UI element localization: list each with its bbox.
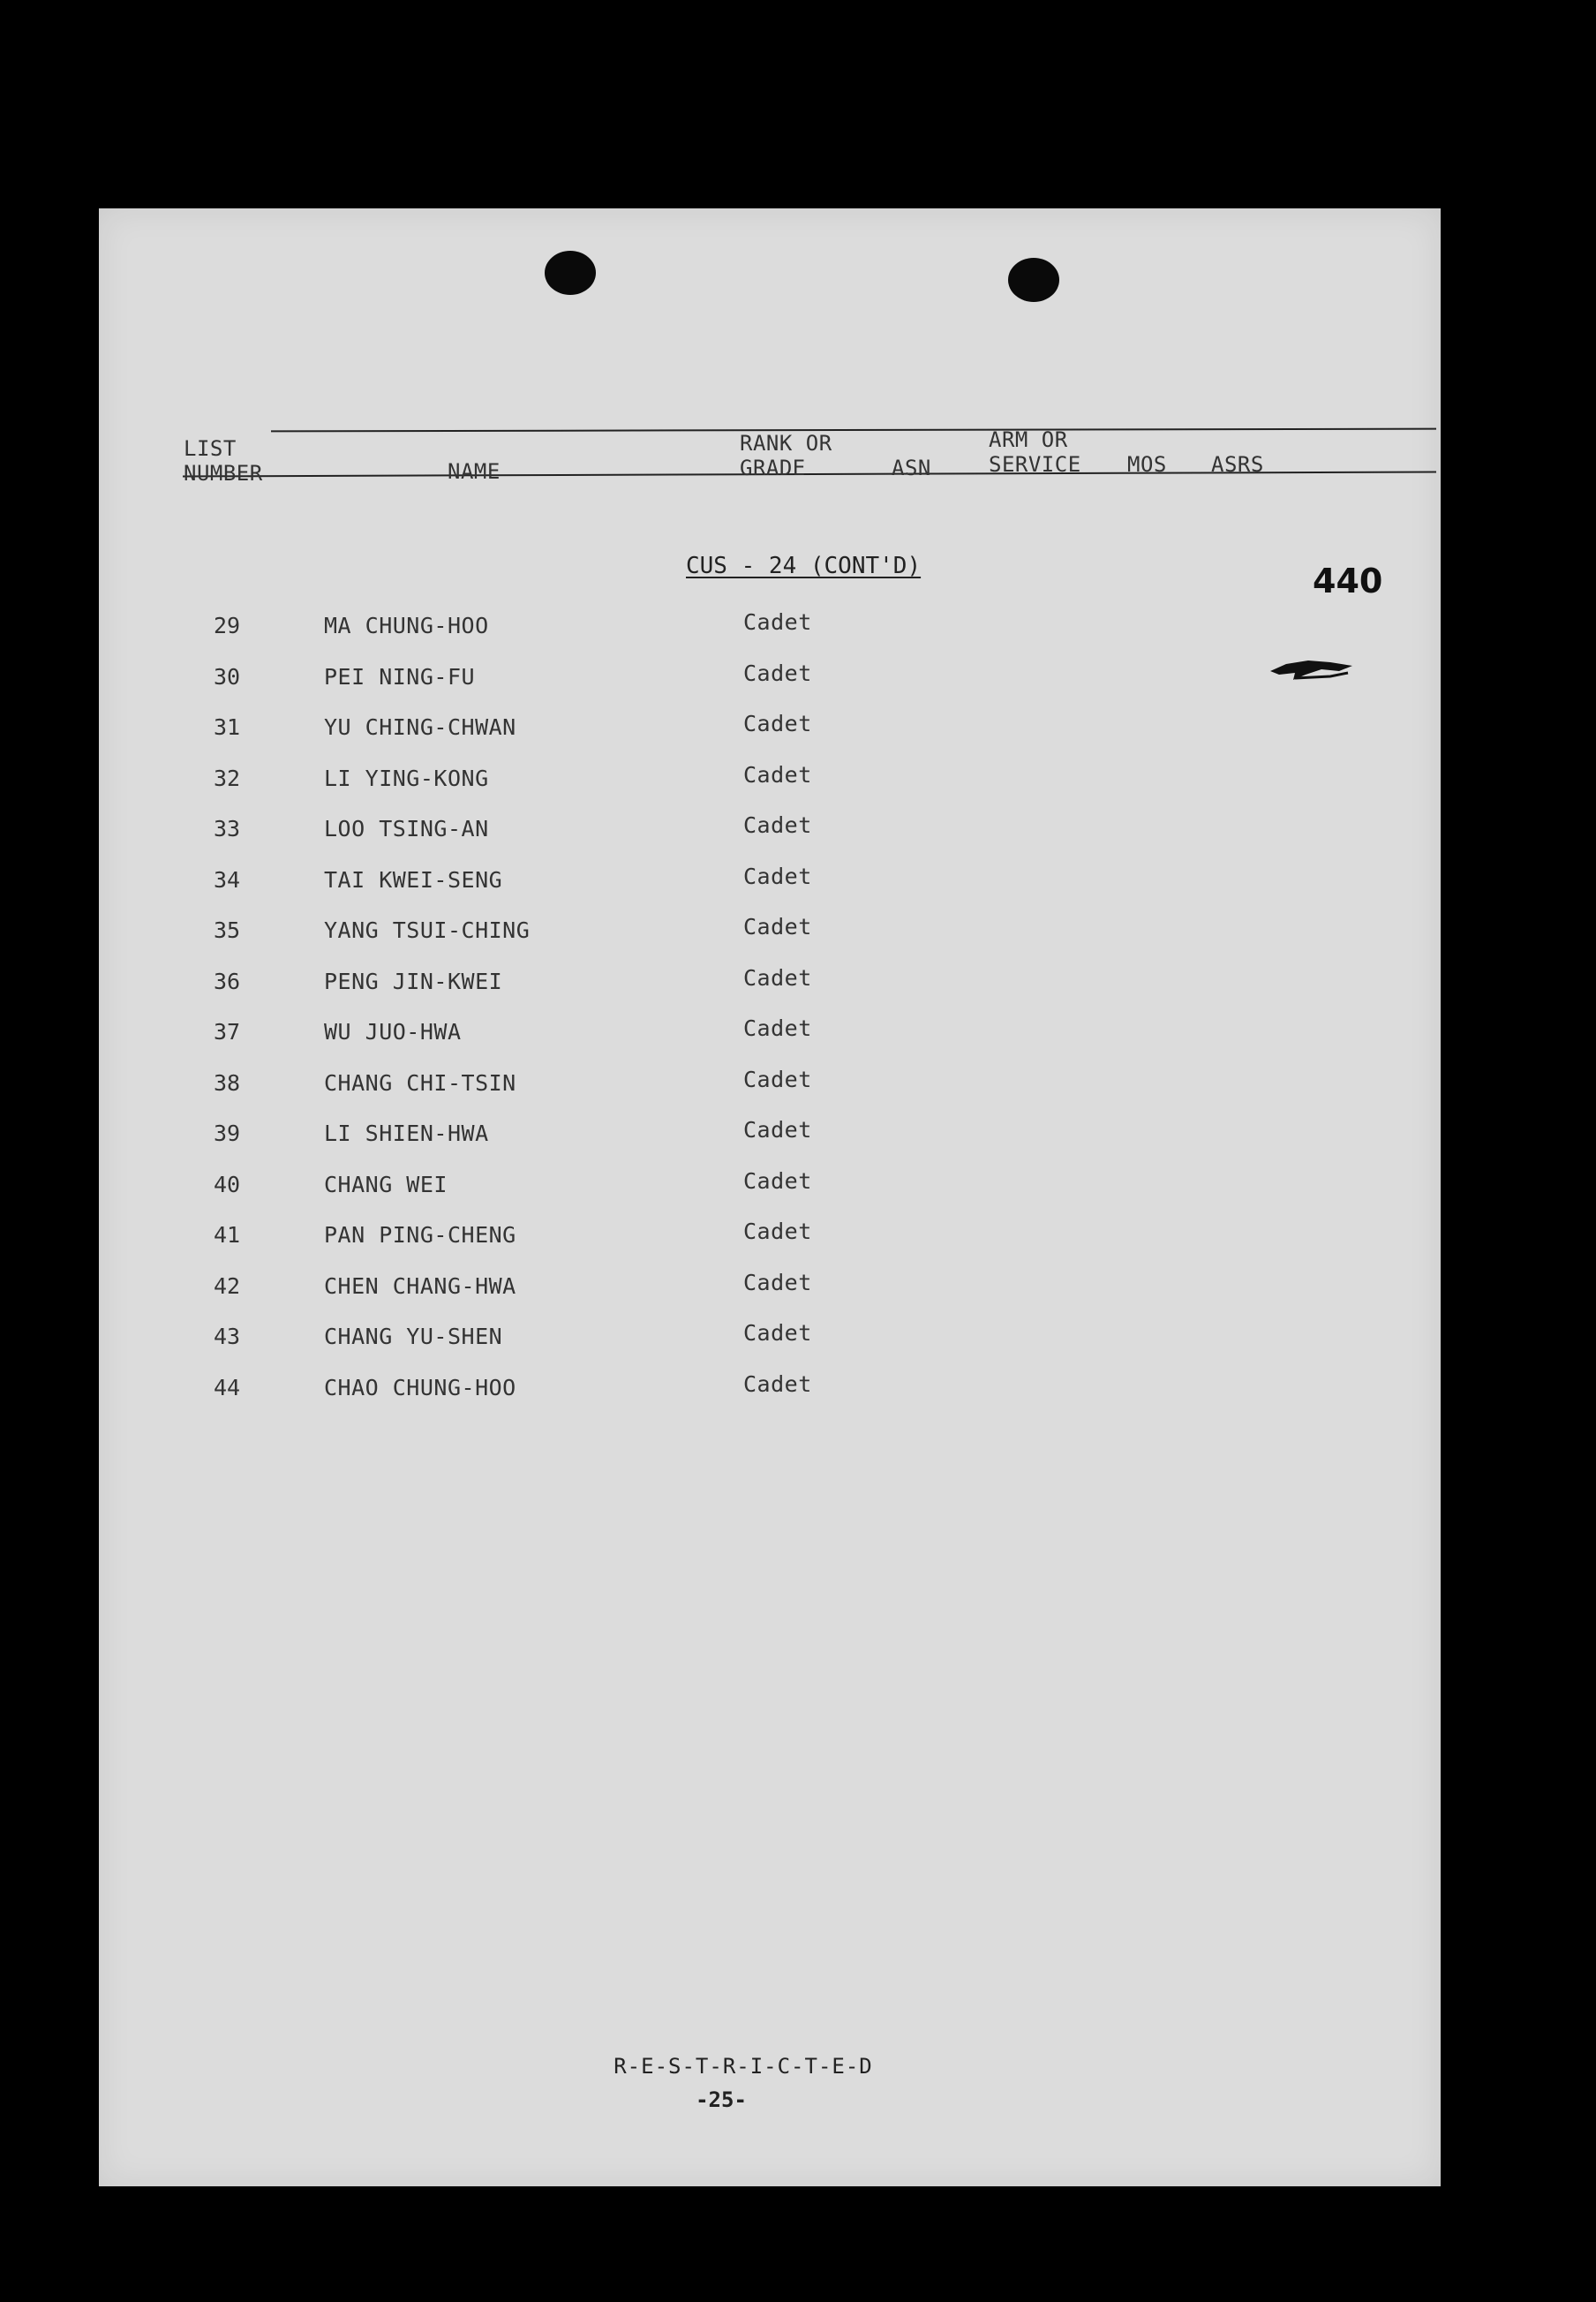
list-number: 35: [214, 917, 241, 943]
list-number: 39: [214, 1121, 241, 1146]
person-name: PENG JIN-KWEI: [324, 969, 503, 994]
person-name: YANG TSUI-CHING: [324, 917, 531, 943]
stamp-number: 440: [1313, 562, 1383, 600]
table-row: [99, 864, 1441, 902]
list-number: 30: [214, 664, 241, 690]
col-header-rank-line2: GRADE: [740, 456, 806, 480]
table-row: [99, 965, 1441, 1004]
table-row: [99, 1168, 1441, 1207]
col-header-arm: [989, 427, 1081, 477]
person-name: PEI NING-FU: [324, 664, 476, 690]
rank-grade: Cadet: [743, 660, 812, 686]
list-number: 37: [214, 1019, 241, 1045]
table-row: [99, 1219, 1441, 1257]
list-number: 31: [214, 714, 241, 740]
col-header-list-line2: NUMBER: [184, 461, 263, 486]
list-number: 33: [214, 816, 241, 842]
rank-grade: Cadet: [743, 1117, 812, 1143]
person-name: LOO TSING-AN: [324, 816, 489, 842]
col-header-rank-line1: RANK OR: [740, 431, 832, 456]
table-row: [99, 812, 1441, 851]
list-number: 43: [214, 1324, 241, 1349]
list-number: 41: [214, 1222, 241, 1248]
person-name: LI YING-KONG: [324, 766, 489, 791]
list-number: 34: [214, 867, 241, 893]
header-rule-top: [271, 428, 1436, 433]
col-header-mos: MOS: [1127, 452, 1167, 477]
person-name: LI SHIEN-HWA: [324, 1121, 489, 1146]
rank-grade: Cadet: [743, 1015, 812, 1041]
rank-grade: Cadet: [743, 812, 812, 838]
list-number: 29: [214, 613, 241, 638]
rank-grade: Cadet: [743, 1270, 812, 1295]
person-name: CHANG YU-SHEN: [324, 1324, 503, 1349]
table-row: [99, 762, 1441, 801]
table-row: [99, 1371, 1441, 1410]
rank-grade: Cadet: [743, 864, 812, 889]
rank-grade: Cadet: [743, 1219, 812, 1244]
rank-grade: Cadet: [743, 1371, 812, 1397]
table-row: [99, 660, 1441, 699]
rank-grade: Cadet: [743, 914, 812, 940]
col-header-arm-line2: SERVICE: [989, 452, 1081, 477]
document-page: [99, 208, 1441, 2186]
list-number: 32: [214, 766, 241, 791]
person-name: CHANG CHI-TSIN: [324, 1070, 516, 1096]
table-row: [99, 1270, 1441, 1309]
list-number: 42: [214, 1273, 241, 1299]
person-name: CHANG WEI: [324, 1172, 448, 1197]
rank-grade: Cadet: [743, 762, 812, 788]
classification-marking: R-E-S-T-R-I-C-T-E-D: [614, 2054, 873, 2079]
table-row: [99, 609, 1441, 648]
col-header-asn: ASN: [892, 456, 931, 480]
rank-grade: Cadet: [743, 1168, 812, 1194]
person-name: CHEN CHANG-HWA: [324, 1273, 516, 1299]
list-number: 36: [214, 969, 241, 994]
table-row: [99, 914, 1441, 953]
page-number: -25-: [696, 2087, 747, 2112]
person-name: PAN PING-CHENG: [324, 1222, 516, 1248]
col-header-list-line1: LIST: [184, 436, 237, 461]
table-row: [99, 1117, 1441, 1156]
rank-grade: Cadet: [743, 711, 812, 736]
list-number: 40: [214, 1172, 241, 1197]
col-header-rank: [740, 431, 832, 480]
person-name: TAI KWEI-SENG: [324, 867, 503, 893]
table-row: [99, 1015, 1441, 1054]
col-header-arm-line1: ARM OR: [989, 427, 1068, 452]
table-row: [99, 711, 1441, 750]
section-title: CUS - 24 (CONT'D): [686, 553, 922, 579]
list-number: 38: [214, 1070, 241, 1096]
punch-hole-left: [545, 251, 596, 295]
table-row: [99, 1320, 1441, 1359]
person-name: WU JUO-HWA: [324, 1019, 462, 1045]
rank-grade: Cadet: [743, 965, 812, 991]
person-name: MA CHUNG-HOO: [324, 613, 489, 638]
punch-hole-right: [1008, 258, 1059, 302]
rank-grade: Cadet: [743, 609, 812, 635]
person-name: YU CHING-CHWAN: [324, 714, 516, 740]
col-header-list-number: [184, 436, 263, 486]
table-row: [99, 1067, 1441, 1106]
rank-grade: Cadet: [743, 1067, 812, 1092]
list-number: 44: [214, 1375, 241, 1400]
col-header-asrs: ASRS: [1211, 452, 1264, 477]
col-header-name: NAME: [448, 459, 501, 484]
rank-grade: Cadet: [743, 1320, 812, 1346]
person-name: CHAO CHUNG-HOO: [324, 1375, 516, 1400]
